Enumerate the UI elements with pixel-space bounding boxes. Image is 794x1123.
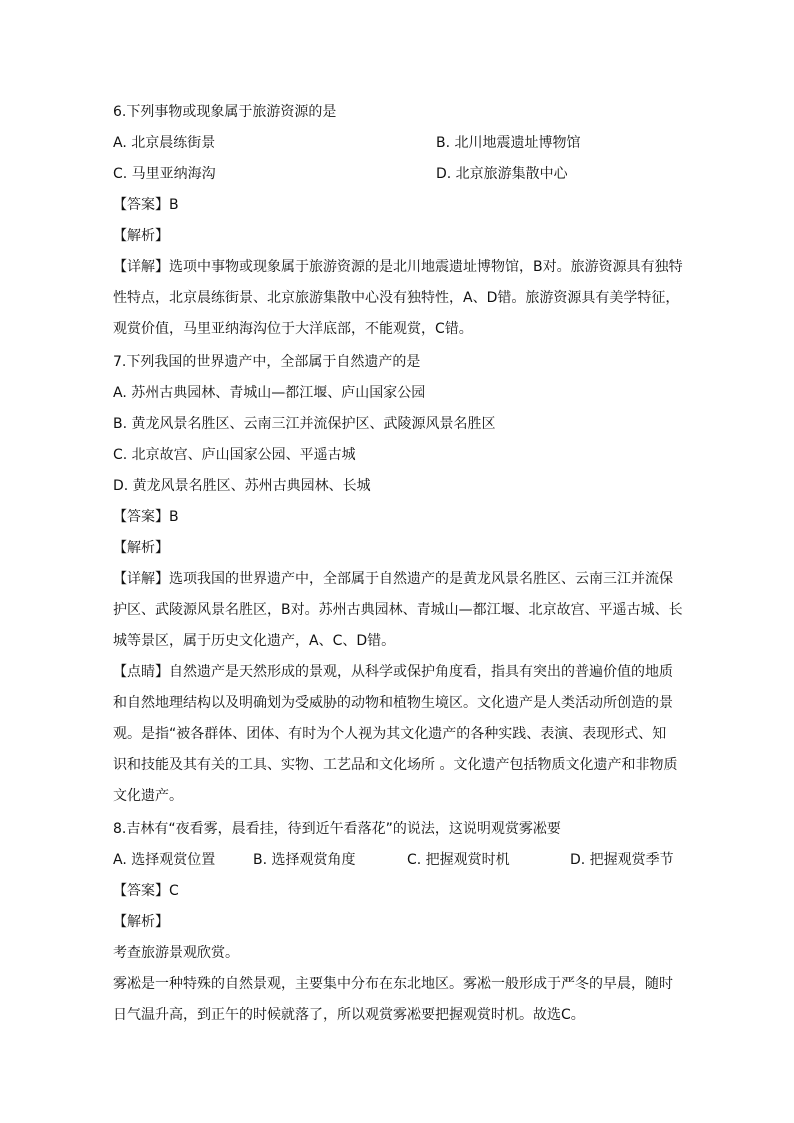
q8-detail — [113, 969, 683, 1031]
q7-note-line: 文化遗产。 — [113, 788, 183, 804]
q8-detail-line: 雾凇是一种特殊的自然景观，主要集中分布在东北地区。雾凇一般形成于严冬的早晨，随时 — [113, 976, 673, 992]
q6-detail-line: 观赏价值，马里亚纳海沟位于大洋底部，不能观赏，C错。 — [113, 321, 473, 337]
q7-detail — [113, 564, 683, 657]
q7-detail-line: 【详解】选项我国的世界遗产中，全部属于自然遗产的是黄龙风景名胜区、云南三江并流保 — [113, 571, 673, 587]
q8-stem: 8.吉林有“夜看雾，晨看挂，待到近午看落花”的说法，这说明观赏雾凇要 — [113, 821, 561, 837]
q8-option-b: B. 选择观赏角度 — [253, 852, 356, 868]
q8-option-c: C. 把握观赏时机 — [407, 852, 510, 868]
q6-detail-line: 性特点，北京晨练街景、北京旅游集散中心没有独特性，A、D错。旅游资源具有美学特征， — [113, 290, 680, 306]
q7-note — [113, 657, 683, 812]
q7-analysis-label: 【解析】 — [113, 540, 169, 556]
q7-note-line: 观。是指“被各群体、团体、有时为个人视为其文化遗产的各种实践、表演、表现形式、知 — [113, 726, 667, 742]
q6-analysis-label: 【解析】 — [113, 228, 169, 244]
q7-option-a: A. 苏州古典园林、青城山—都江堰、庐山国家公园 — [113, 385, 426, 401]
q7-note-line: 和自然地理结构以及明确划为受威胁的动物和植物生境区。文化遗产是人类活动所创造的景 — [113, 695, 673, 711]
q8-answer: 【答案】C — [113, 883, 179, 899]
q6-option-d: D. 北京旅游集散中心 — [436, 166, 568, 182]
q7-option-d: D. 黄龙风景名胜区、苏州古典园林、长城 — [113, 478, 371, 494]
q6-stem: 6.下列事物或现象属于旅游资源的是 — [113, 104, 337, 120]
q7-option-b: B. 黄龙风景名胜区、云南三江并流保护区、武陵源风景名胜区 — [113, 416, 496, 432]
q7-note-line: 识和技能及其有关的工具、实物、工艺品和文化场所 。文化遗产包括物质文化遗产和非物质 — [113, 757, 678, 773]
q8-analysis-label: 【解析】 — [113, 914, 169, 930]
q6-answer: 【答案】B — [113, 197, 179, 213]
q6-detail-line: 【详解】选项中事物或现象属于旅游资源的是北川地震遗址博物馆，B对。旅游资源具有独特 — [113, 259, 683, 275]
q7-stem: 7.下列我国的世界遗产中，全部属于自然遗产的是 — [113, 354, 421, 370]
q7-detail-line: 城等景区，属于历史文化遗产，A、C、D错。 — [113, 633, 396, 649]
q8-option-a: A. 选择观赏位置 — [113, 852, 216, 868]
q6-option-c: C. 马里亚纳海沟 — [113, 166, 216, 182]
q7-note-line: 【点睛】自然遗产是天然形成的景观，从科学或保护角度看，指具有突出的普遍价值的地质 — [113, 664, 673, 680]
q6-detail — [113, 252, 683, 345]
q8-option-d: D. 把握观赏季节 — [570, 852, 674, 868]
q7-answer: 【答案】B — [113, 509, 179, 525]
q8-intro: 考查旅游景观欣赏。 — [113, 945, 239, 961]
q7-option-c: C. 北京故宫、庐山国家公园、平遥古城 — [113, 447, 356, 463]
q7-detail-line: 护区、武陵源风景名胜区，B对。苏州古典园林、青城山—都江堰、北京故宫、平遥古城、长 — [113, 602, 683, 618]
q6-option-b: B. 北川地震遗址博物馆 — [436, 135, 581, 151]
q6-option-a: A. 北京晨练街景 — [113, 135, 216, 151]
q8-detail-line: 日气温升高，到正午的时候就落了，所以观赏雾凇要把握观赏时机。故选C。 — [113, 1007, 585, 1023]
